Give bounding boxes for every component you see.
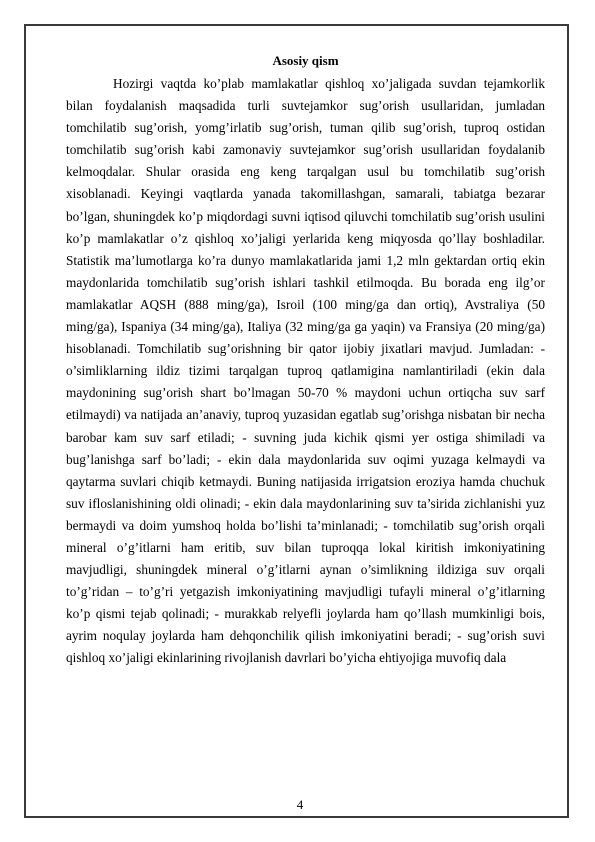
body-paragraph: Hozirgi vaqtda ko’plab mamlakatlar qishloq xo’jaligada suvdan tejamkorlik bilan foydalanish maqsadida turli suvtejamkor sug’orish usullaridan, jumladan tomchilatib sug’orish, yomg’irlatib sug’orish, tuman qilib sug’orish, tuproq ostidan tomchilatib sug’orish kabi zamonaviy suvtejamkor sug’orish usullaridan foydalanib kelmoqdalar. Shular orasida eng keng tarqalgan usul bu tomchilatib sug’orish xisoblanadi. Keyingi vaqtlarda yanada takomillashgan, samarali, tabiatga bezarar bo’lgan, shuningdek ko’p miqdordagi suvni iqtisod qiluvchi tomchilatib sug’orish usulini ko’p mamlakatlar o’z qishloq xo’jaligi yerlarida keng miqyosda qo’llay boshladilar. Statistik ma’lumotlarga ko’ra dunyo mamlakatlarida jami 1,2 mln gektardan ortiq ekin maydonlarida tomchilatib sug’orish ishlari tashkil etilmoqda. Bu borada eng ilg’or mamlakatlar AQSH (888 ming/ga), Isroil (100 ming/ga dan ortiq), Avstraliya (50 ming/ga), Ispaniya (34 ming/ga), Italiya (32 ming/ga ga yaqin) va Fransiya (20 ming/ga) hisoblanadi. Tomchilatib sug’orishning bir qator ijobiy jixatlari mavjud. Jumladan: - o’simliklarning ildiz tizimi tarqalgan tuproq qatlamigina namlantiriladi (ekin dala maydonining sug’orish shart bo’lmagan 50-70 % maydoni uchun ortiqcha suv sarf etilmaydi) va natijada an’anaviy, tuproq yuzasidan egatlab sug’orishga nisbatan bir necha barobar kam suv sarf etiladi; - suvning juda kichik qismi yer ostiga shimiladi va bug’lanishga sarf bo’ladi; - ekin dala maydonlarida suv oqimi yuzaga kelmaydi va qaytarma suvlari chiqib ketmaydi. Buning natijasida irrigatsion eroziya hamda chuchuk suv ifloslanishining oldi olinadi; - ekin dala maydonlarining suv ta’sirida zichlanishi yuz bermaydi va doim yumshoq holda bo’lishi ta’minlanadi; - tomchilatib sug’orish orqali mineral o’g’itlarni ham eritib, suv bilan tuproqqa lokal kiritish imkoniyatining mavjudligi, shuningdek mineral o’g’itlarni aynan o’simlikning ildiziga suv orqali to’g’ridan – to’g’ri yetgazish imkoniyatining mavjudligi tufayli mineral o’g’itlarning ko’p qismi tejab qolinadi; - murakkab relyefli joylarda ham qo’llash mumkinligi bois, ayrim noqulay joylarda ham dehqonchilik qilish imkoniyatini beradi; - sug’orish suvi qishloq xo’jaligi ekinlarining rivojlanish davrlari bo’yicha ehtiyojiga muvofiq dala (66, 76, 545, 666)
document-body (66, 53, 545, 670)
page-number: 4 (296, 797, 304, 812)
section-heading: Asosiy qism (272, 53, 339, 68)
